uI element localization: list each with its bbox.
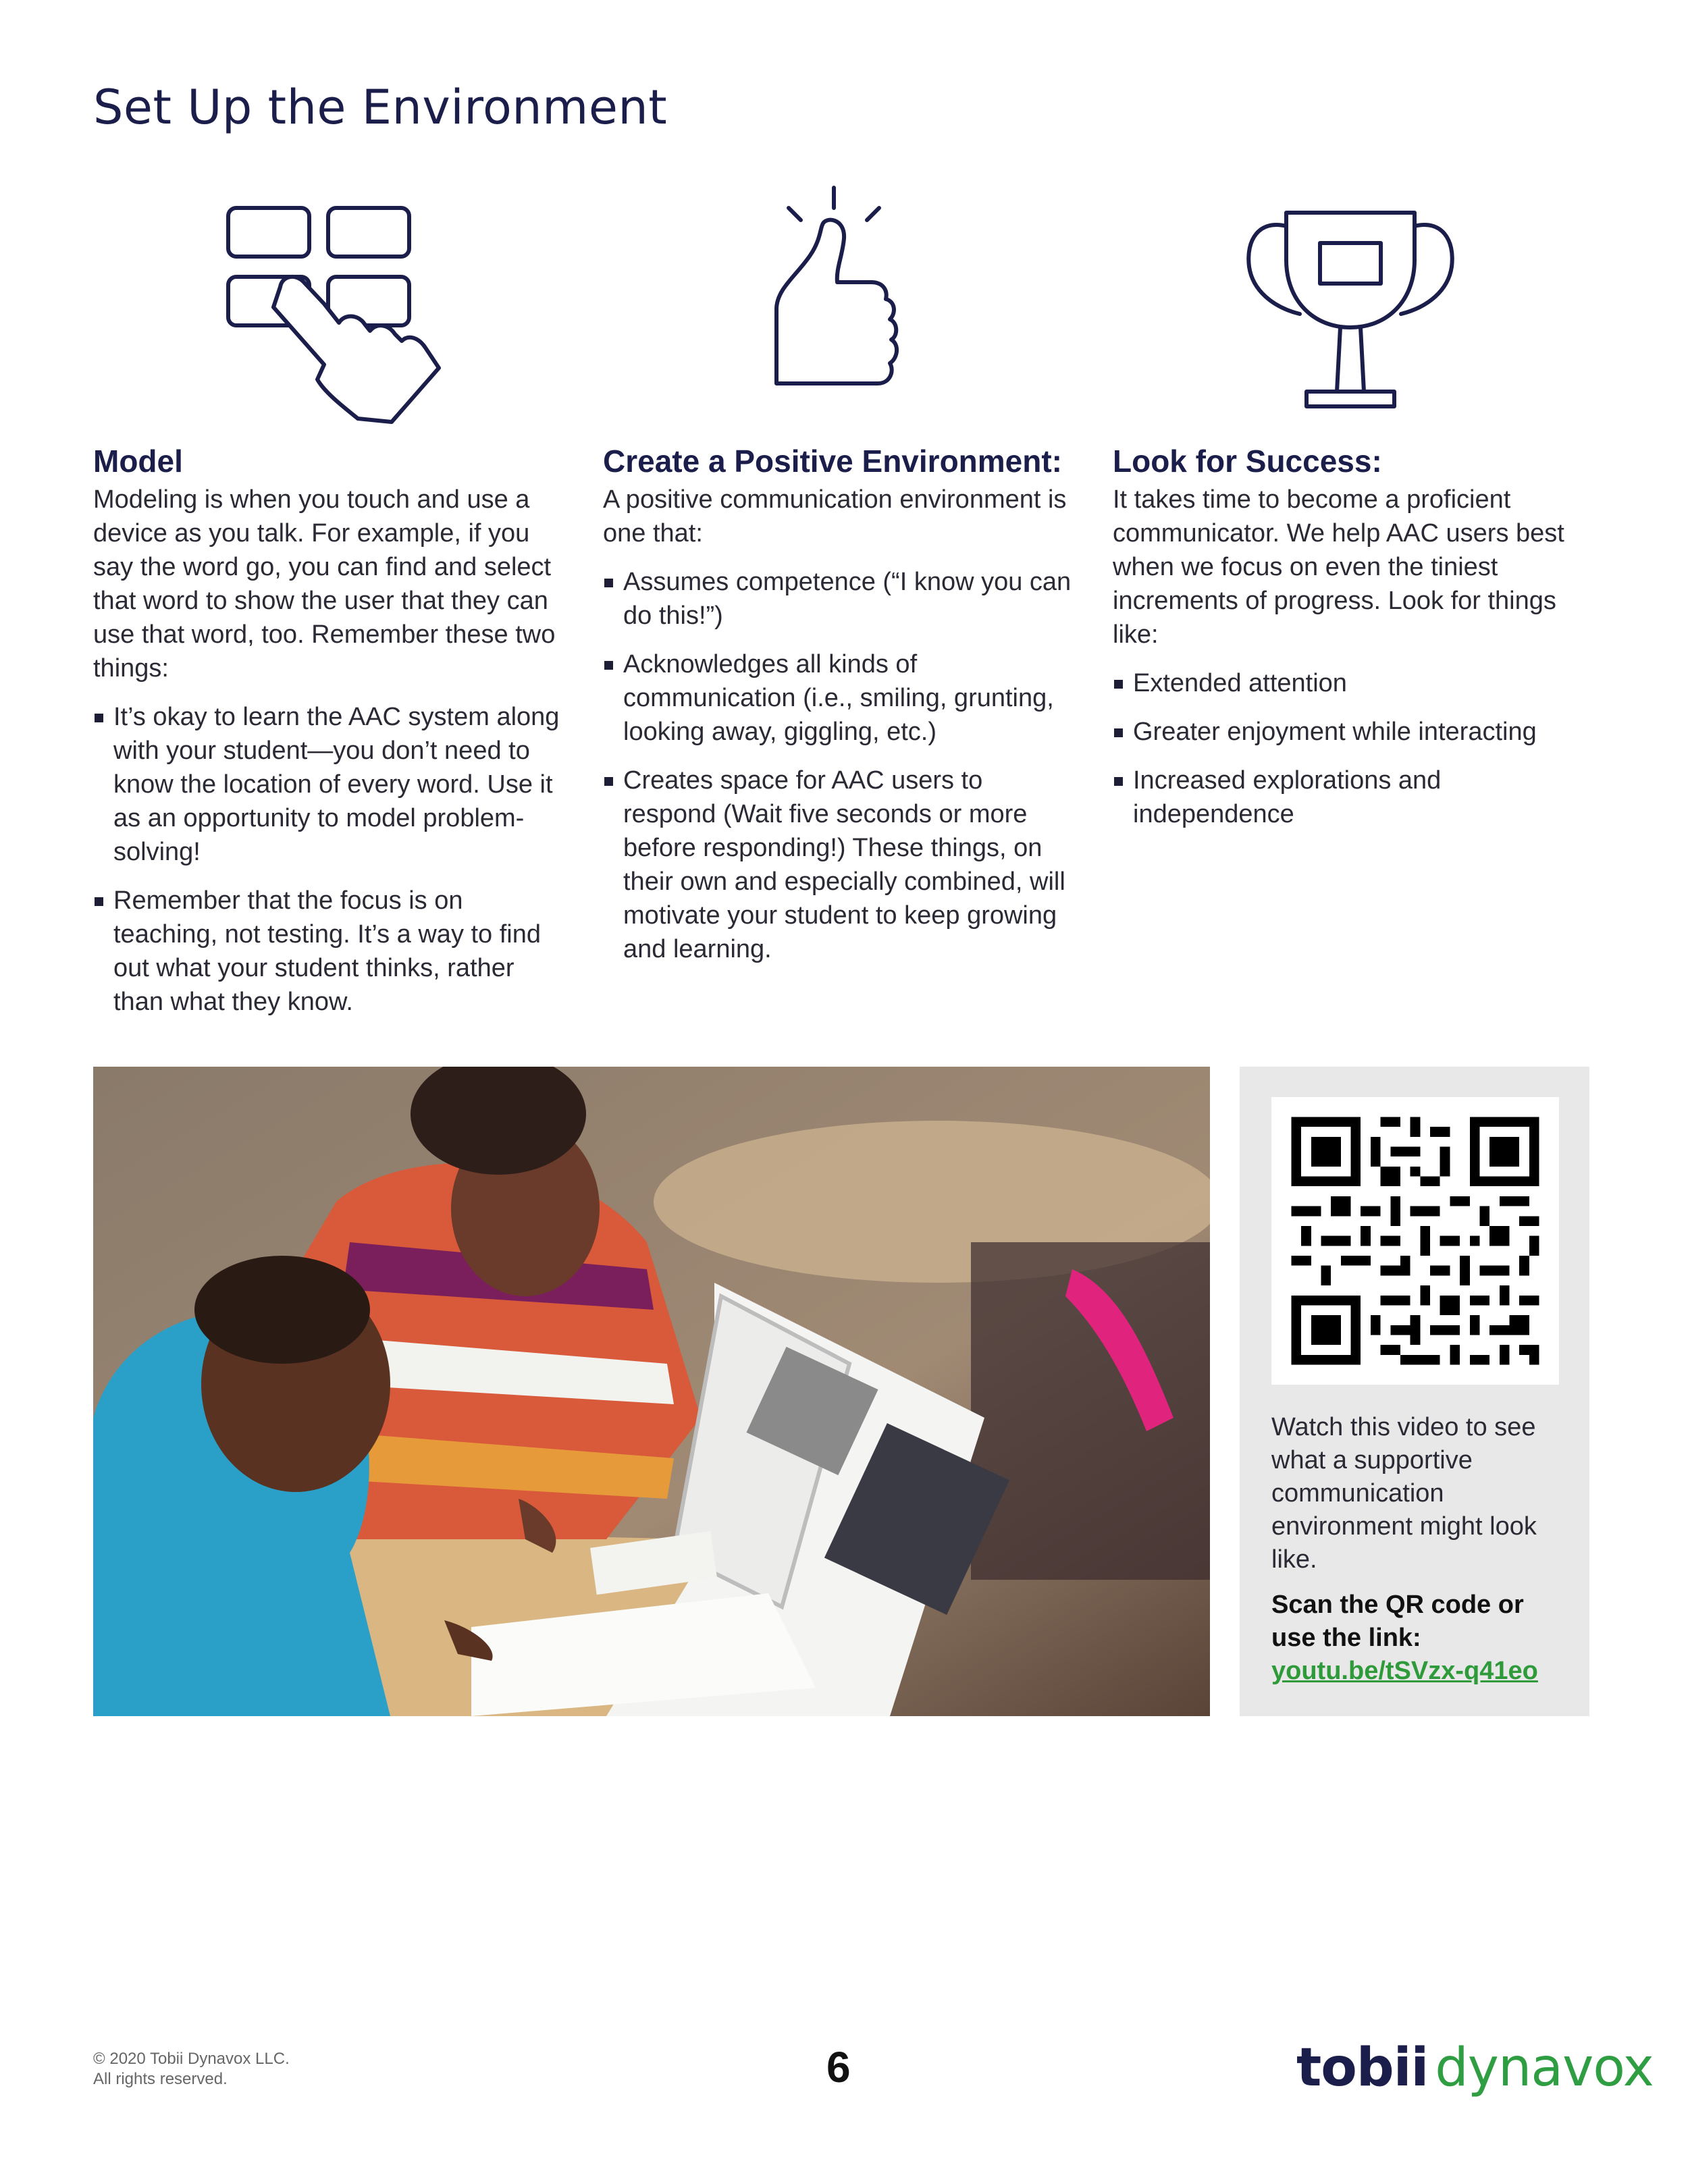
copyright-line2: All rights reserved. [93, 2070, 228, 2088]
model-bullets [93, 700, 566, 1019]
brand-logo [1296, 2037, 1654, 2098]
model-heading: Model [93, 444, 183, 479]
logo-text-tobii: tobii [1296, 2037, 1429, 2098]
qr-code-icon[interactable] [1271, 1097, 1559, 1385]
hand-touch-grid-icon [223, 203, 452, 425]
video-link[interactable]: youtu.be/tSVzx-q41eo [1271, 1657, 1538, 1685]
page-number: 6 [826, 2043, 851, 2092]
positive-environment-heading: Create a Positive Environment: [603, 444, 1062, 479]
trophy-icon [1239, 206, 1462, 415]
model-intro: Modeling is when you touch and use a device as you talk. For example, if you say the word go, you can find and select that word to show the user that they can use that word, too. Remember these two things: [93, 485, 556, 683]
qr-panel [1240, 1067, 1589, 1716]
positive-environment-bullets [603, 565, 1076, 966]
success-intro: It takes time to become a proficient communicator. We help AAC users best when we focus on even the tiniest increments of progress. Look for things like: [1113, 485, 1564, 649]
positive-environment-intro: A positive communication environment is one that: [603, 485, 1067, 548]
copyright [93, 2049, 290, 2089]
qr-description: Watch this video to see what a supportive communication environment might look like. [1271, 1413, 1537, 1574]
list-item: Creates space for AAC users to respond (Wait five seconds or more before responding!) These things, on their own and especially combined, will motivate your student to keep growing and learning. [603, 764, 1076, 966]
list-item: Remember that the focus is on teaching, not testing. It’s a way to find out what your student thinks, rather than what they know. [93, 884, 566, 1019]
list-item: Greater enjoyment while interacting [1113, 715, 1585, 749]
list-item: It’s okay to learn the AAC system along with your student—you don’t need to know the location of every word. Use it as an opportunity to model problem-solving! [93, 700, 566, 869]
page-title: Set Up the Environment [93, 80, 668, 135]
classroom-photo [93, 1067, 1210, 1716]
thumbs-up-icon [770, 181, 918, 410]
list-item: Assumes competence (“I know you can do this!”) [603, 565, 1076, 633]
list-item: Extended attention [1113, 666, 1585, 700]
positive-environment-section [603, 442, 1076, 981]
success-heading: Look for Success: [1113, 444, 1382, 479]
copyright-line1: © 2020 Tobii Dynavox LLC. [93, 2050, 290, 2068]
list-item: Increased explorations and independence [1113, 764, 1585, 831]
logo-text-dynavox: dynavox [1435, 2037, 1654, 2098]
success-section [1113, 442, 1585, 846]
list-item: Acknowledges all kinds of communication (i.e., smiling, grunting, looking away, giggling, etc.) [603, 647, 1076, 749]
model-section [93, 442, 566, 1034]
success-bullets [1113, 666, 1585, 831]
qr-cta: Scan the QR code or use the link: [1271, 1591, 1524, 1652]
